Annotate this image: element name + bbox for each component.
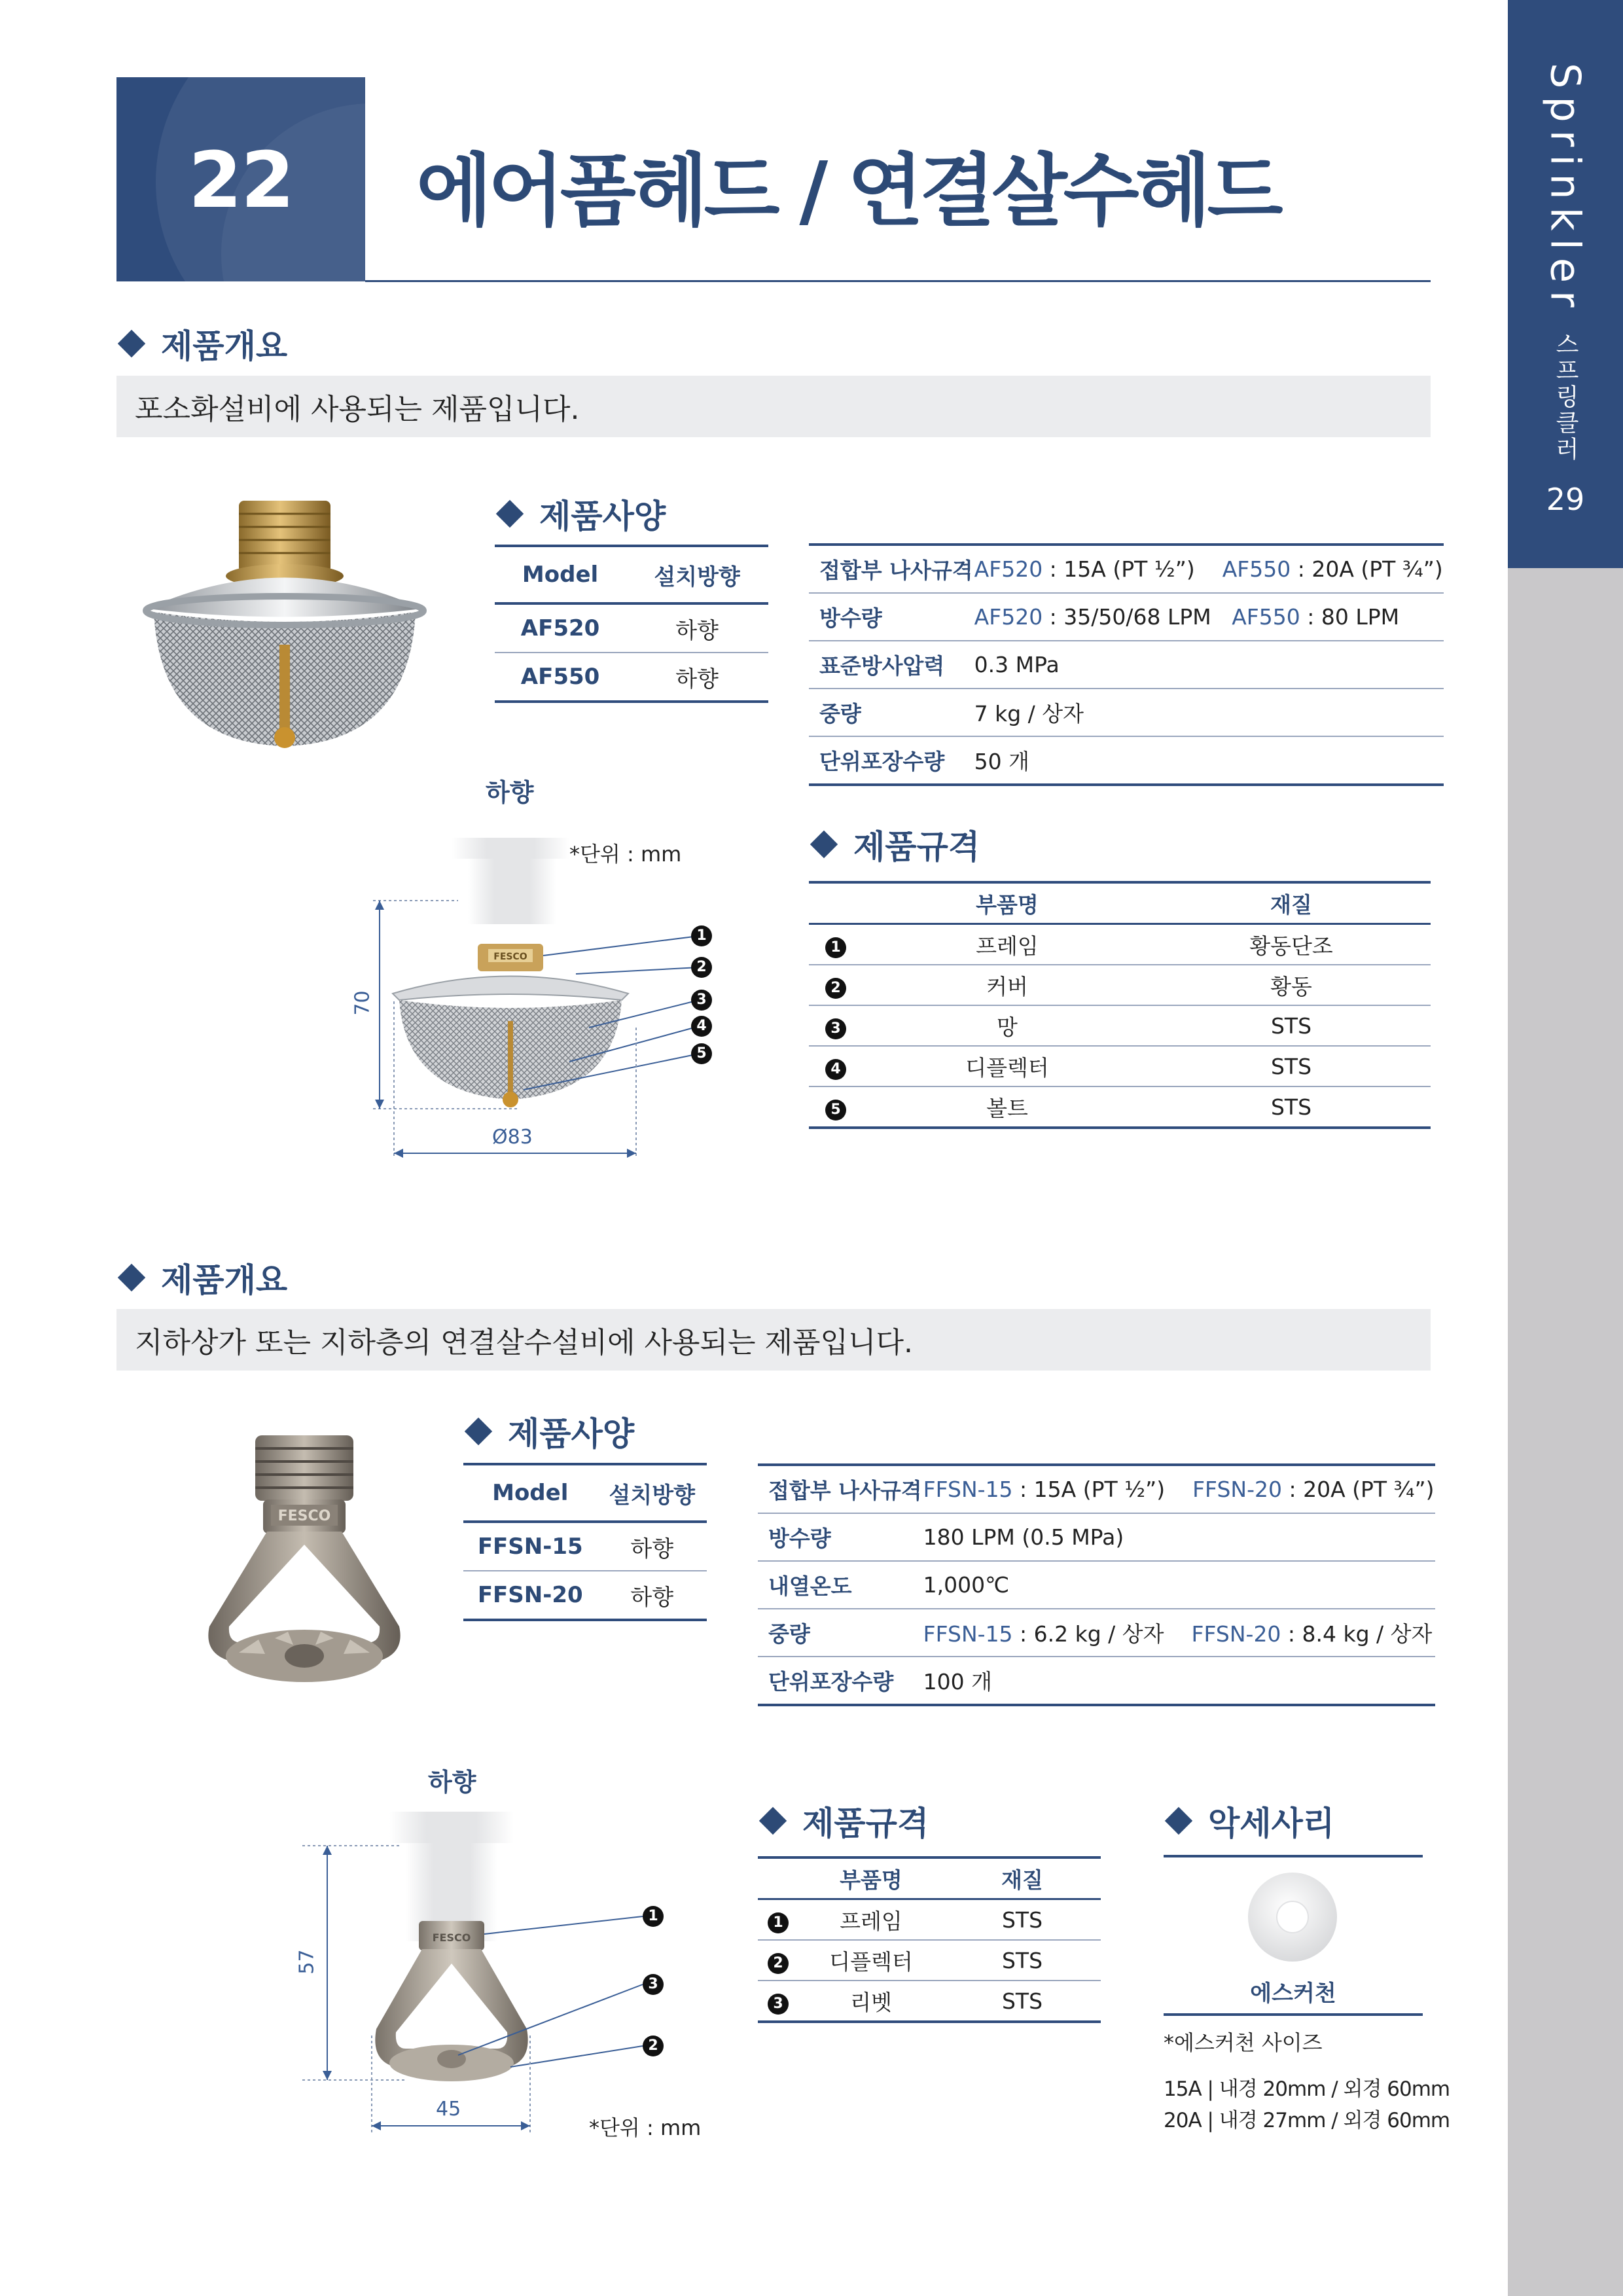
callout-3: 3 (643, 1974, 664, 1995)
parts-heading-text: 제품규격 (853, 828, 980, 866)
model-table-1 (495, 545, 768, 703)
part-name-header: 부품명 (863, 882, 1152, 924)
part-no: 1 (768, 1912, 789, 1933)
direction-cell: 하향 (597, 1522, 707, 1571)
table-row (809, 736, 1444, 785)
overview-heading-text: 제품개요 (161, 1261, 288, 1299)
spec-heading-text: 제품사양 (539, 497, 666, 535)
direction-cell: 하향 (630, 1584, 674, 1611)
model-cell: FFSN-15 (463, 1522, 597, 1571)
spec-value (974, 545, 1444, 593)
spec-value: 7 kg / 상자 (974, 689, 1444, 736)
part-no: 1 (825, 937, 846, 958)
table-row (463, 1571, 707, 1620)
part-material: STS (1152, 1005, 1431, 1046)
parts-heading-1 (809, 825, 980, 864)
material-header: 재질 (1152, 882, 1431, 924)
spec-key: 내열온도 (758, 1561, 923, 1609)
part-name-header: 부품명 (798, 1857, 944, 1899)
side-tab-label (1508, 63, 1623, 463)
spec-key: 방수량 (758, 1513, 923, 1561)
spec-heading-1 (495, 494, 666, 533)
table-row (758, 1940, 1101, 1981)
diamond-bullet-icon (118, 1264, 145, 1291)
spec-value: 1,000℃ (923, 1561, 1435, 1609)
unit-note-2: *단위 : mm (589, 2115, 702, 2140)
table-row (809, 545, 1444, 593)
side-tab-english: Sprinkler (1541, 63, 1590, 315)
diamond-bullet-icon (1165, 1807, 1192, 1835)
part-material: STS (1270, 1094, 1312, 1120)
spec-value-text: : 20A (PT ¾”) (1291, 556, 1443, 582)
parts-heading-text: 제품규격 (802, 1804, 929, 1842)
part-material: STS (944, 1940, 1101, 1981)
spec-model-label: FFSN-15 (923, 1477, 1013, 1502)
dimension-width-1: Ø83 (492, 1126, 533, 1149)
diamond-bullet-icon (465, 1418, 492, 1445)
table-row (809, 641, 1444, 689)
callout-2: 2 (643, 2036, 664, 2056)
spec-key: 단위포장수량 (819, 749, 945, 774)
table-row (758, 1981, 1101, 2022)
part-no: 2 (825, 978, 846, 999)
model-header: Model (463, 1464, 597, 1522)
escutcheon-size-15a: 15A | 내경 20mm / 외경 60mm (1164, 2077, 1450, 2101)
model-cell: FFSN-20 (477, 1582, 583, 1608)
escutcheon-image (1246, 1871, 1339, 1964)
brand-mark-text: FESCO (277, 1508, 331, 1524)
part-no: 2 (768, 1953, 789, 1974)
spec-value-text: : 20A (PT ¾”) (1281, 1477, 1435, 1502)
spec-value-text: : 6.2 kg / 상자 (1012, 1621, 1164, 1647)
diagram-label-1: 하향 (486, 778, 534, 807)
table-row (758, 1657, 1435, 1705)
callout-1: 1 (643, 1906, 664, 1927)
callout-5: 5 (691, 1043, 712, 1064)
spec-model-label: FFSN-20 (1191, 1621, 1281, 1647)
spec-model-label: AF550 (1222, 556, 1291, 582)
spec-value-text: : 80 LPM (1300, 604, 1400, 630)
parts-heading-2 (758, 1801, 929, 1840)
part-material: STS (944, 1899, 1101, 1941)
material-header: 재질 (944, 1857, 1101, 1899)
table-row (495, 653, 768, 702)
dimension-width-2: 45 (436, 2098, 461, 2121)
table-row (809, 1086, 1431, 1128)
accessory-bottom-rule (1164, 2013, 1423, 2016)
table-row (809, 1046, 1431, 1086)
direction-cell: 하향 (675, 666, 719, 692)
table-row (809, 689, 1444, 736)
no-header (809, 882, 863, 924)
part-name: 디플렉터 (863, 1046, 1152, 1086)
spec-table-1 (809, 543, 1444, 786)
overview-text-bar-2 (116, 1309, 1431, 1371)
spec-heading-2 (463, 1412, 634, 1451)
spec-key: 단위포장수량 (768, 1669, 894, 1695)
open-head-diagram (288, 1806, 681, 2147)
side-tab-gray (1508, 568, 1623, 2296)
part-no: 3 (825, 1018, 846, 1039)
callout-4: 4 (691, 1016, 712, 1037)
overview-heading-text: 제품개요 (161, 327, 288, 365)
spec-value-text: : 8.4 kg / 상자 (1281, 1621, 1433, 1647)
part-no: 4 (825, 1059, 846, 1080)
callout-2: 2 (691, 957, 712, 978)
part-name: 프레임 (798, 1899, 944, 1941)
spec-value (923, 1609, 1435, 1657)
model-table-2 (463, 1463, 707, 1621)
part-no: 3 (768, 1994, 789, 2015)
callout-3: 3 (691, 990, 712, 1011)
spec-value: 50 개 (974, 749, 1029, 774)
diamond-bullet-icon (759, 1807, 787, 1835)
spec-value: 180 LPM (0.5 MPa) (923, 1513, 1435, 1561)
overview-text-bar-1 (116, 376, 1431, 437)
dimension-height-1: 70 (351, 990, 374, 1016)
parts-table-2 (758, 1856, 1101, 2023)
overview-heading-1 (116, 324, 287, 363)
overview-heading-2 (116, 1258, 287, 1297)
model-header: Model (495, 546, 626, 603)
diagram-label-2: 하향 (428, 1768, 476, 1797)
accessory-name: 에스커천 (1250, 1981, 1336, 2007)
table-row (809, 924, 1431, 965)
spec-key: 방수량 (809, 593, 974, 641)
air-foam-head-diagram (353, 831, 733, 1185)
direction-header: 설치방향 (597, 1464, 707, 1522)
spec-value-text: : 15A (PT ½”) (1012, 1477, 1166, 1502)
direction-cell: 하향 (626, 603, 768, 653)
brand-mark-text: FESCO (432, 1931, 471, 1944)
part-material: 황동단조 (1152, 924, 1431, 965)
part-name: 디플렉터 (798, 1940, 944, 1981)
spec-key: 중량 (809, 689, 974, 736)
part-name: 볼트 (986, 1095, 1028, 1121)
spec-value-text: : 35/50/68 LPM (1043, 604, 1211, 630)
escutcheon-size-20a: 20A | 내경 27mm / 외경 60mm (1164, 2109, 1450, 2132)
diamond-bullet-icon (118, 330, 145, 357)
accessory-heading (1164, 1801, 1334, 1840)
model-cell: AF550 (520, 664, 600, 690)
table-row (495, 603, 768, 653)
spec-model-label: FFSN-20 (1192, 1477, 1282, 1502)
overview-text: 지하상가 또는 지하층의 연결살수설비에 사용되는 제품입니다. (135, 1326, 914, 1359)
unit-note-1: *단위 : mm (569, 842, 682, 867)
table-row (809, 593, 1444, 641)
no-header (758, 1857, 798, 1899)
open-head-photo (190, 1430, 419, 1708)
title-rule (365, 280, 1431, 282)
table-row (758, 1561, 1435, 1609)
spec-key: 표준방사압력 (809, 641, 974, 689)
spec-model-label: AF520 (974, 556, 1043, 582)
accessory-heading-text: 악세사리 (1208, 1804, 1335, 1842)
side-tab-korean: 스프링클러 (1552, 331, 1579, 463)
escutcheon-size-title: *에스커천 사이즈 (1164, 2030, 1323, 2055)
part-material: STS (1152, 1046, 1431, 1086)
spec-value-text: : 15A (PT ½”) (1043, 556, 1195, 582)
part-no: 5 (825, 1100, 846, 1121)
table-row (809, 965, 1431, 1005)
model-cell: AF520 (495, 603, 626, 653)
table-row (463, 1522, 707, 1571)
part-name: 리벳 (850, 1989, 892, 2015)
table-row (758, 1465, 1435, 1513)
overview-text: 포소화설비에 사용되는 제품입니다. (135, 393, 580, 426)
spec-model-label: FFSN-15 (923, 1621, 1013, 1647)
spec-value (923, 1465, 1435, 1513)
diamond-bullet-icon (496, 500, 524, 528)
dimension-height-2: 57 (295, 1949, 319, 1975)
spec-value (974, 593, 1444, 641)
spec-model-label: AF520 (974, 604, 1043, 630)
part-name: 커버 (863, 965, 1152, 1005)
spec-key: 접합부 나사규격 (809, 545, 974, 593)
spec-model-label: AF550 (1232, 604, 1300, 630)
table-row (758, 1609, 1435, 1657)
page-number: 29 (1546, 482, 1585, 517)
chapter-number: 22 (188, 135, 294, 225)
spec-value: 0.3 MPa (974, 641, 1444, 689)
spec-value: 100 개 (923, 1669, 992, 1695)
parts-table-1 (809, 881, 1431, 1129)
brand-mark-text: FESCO (493, 952, 527, 962)
air-foam-head-photo (134, 494, 435, 756)
spec-key: 중량 (758, 1609, 923, 1657)
spec-key: 접합부 나사규격 (758, 1465, 923, 1513)
part-material: STS (1001, 1988, 1043, 2014)
page-title: 에어폼헤드 / 연결살수헤드 (416, 146, 1279, 237)
callout-1: 1 (691, 925, 712, 946)
chapter-number-box (116, 77, 365, 281)
accessory-top-rule (1164, 1855, 1423, 1857)
spec-table-2 (758, 1463, 1435, 1706)
table-row (758, 1899, 1101, 1941)
part-name: 프레임 (863, 924, 1152, 965)
part-material: 황동 (1152, 965, 1431, 1005)
table-row (758, 1513, 1435, 1561)
direction-header: 설치방향 (626, 546, 768, 603)
diamond-bullet-icon (810, 831, 838, 858)
spec-heading-text: 제품사양 (508, 1415, 635, 1453)
part-name: 망 (863, 1005, 1152, 1046)
table-row (809, 1005, 1431, 1046)
